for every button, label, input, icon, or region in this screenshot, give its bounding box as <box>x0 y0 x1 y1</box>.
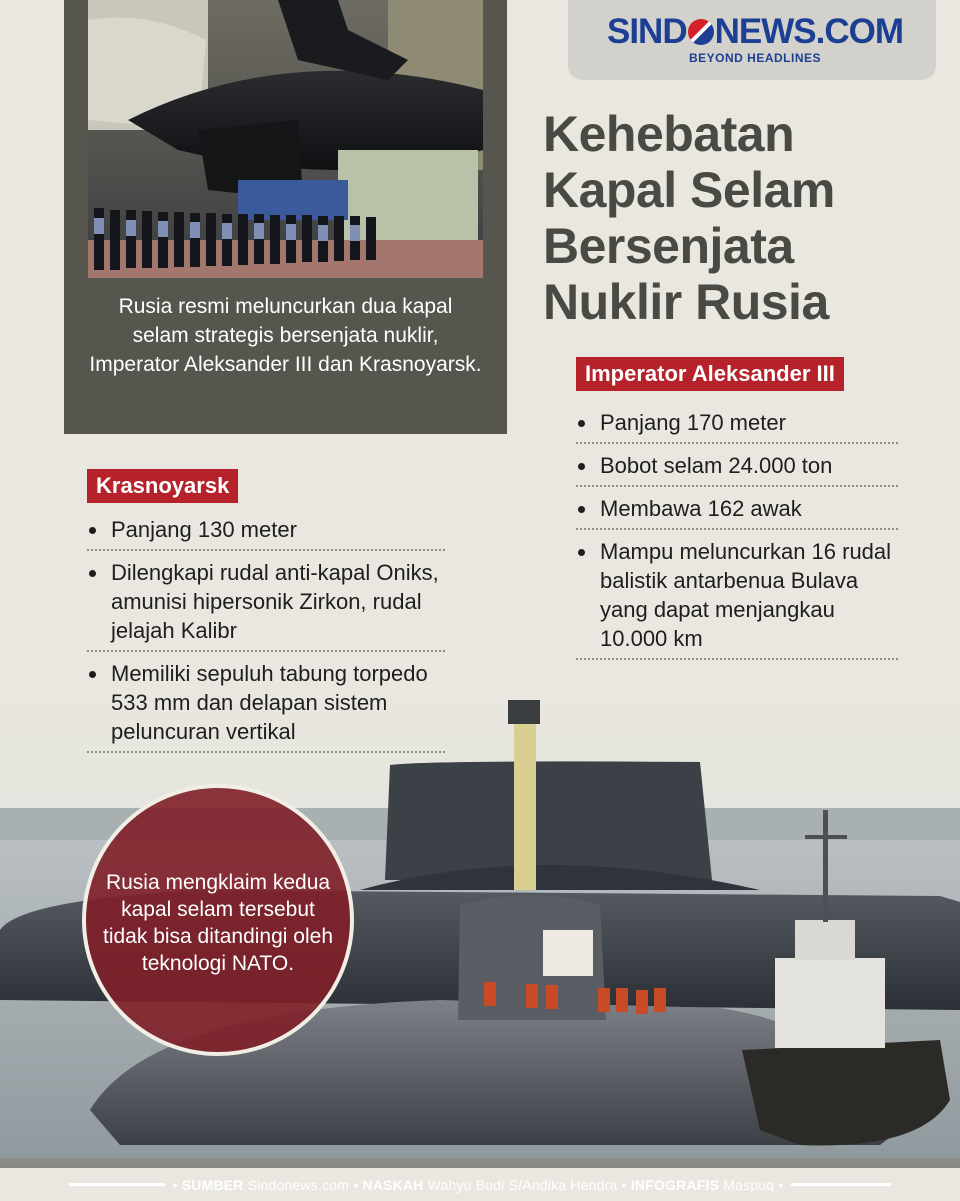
footer-divider <box>69 1183 165 1186</box>
list-item: Bobot selam 24.000 ton <box>576 451 898 487</box>
submarine-launch-photo <box>88 0 483 278</box>
title-line-2: Kapal Selam <box>543 162 835 218</box>
list-item: Membawa 162 awak <box>576 494 898 530</box>
list-item: Mampu meluncurkan 16 rudal balistik antarbenua Bulava yang dapat menjangkau 10.000 km <box>576 537 898 660</box>
intro-caption: Rusia resmi meluncurkan dua kapal selam strategis bersenjata nuklir, Imperator Aleksander III dan Krasnoyarsk. <box>89 295 482 376</box>
logo-left-text: SIND <box>606 12 687 51</box>
imperator-label: Imperator Aleksander III <box>576 357 844 391</box>
list-item: Panjang 130 meter <box>87 515 445 551</box>
title-line-1: Kehebatan <box>543 106 795 162</box>
footer-divider <box>791 1183 891 1186</box>
title-line-3: Bersenjata <box>543 218 794 274</box>
title-line-4: Nuklir Rusia <box>543 274 829 330</box>
bullet-icon <box>578 549 585 556</box>
bullet-icon <box>578 506 585 513</box>
bullet-icon <box>578 420 585 427</box>
bullet-icon <box>89 671 96 678</box>
logo-globe-icon <box>688 19 714 45</box>
krasnoyarsk-label: Krasnoyarsk <box>87 469 238 503</box>
logo-right-text: NEWS.COM <box>714 12 903 51</box>
bullet-icon <box>578 463 585 470</box>
list-item: Memiliki sepuluh tabung torpedo 533 mm dan delapan sistem peluncuran vertikal <box>87 659 445 753</box>
sindonews-logo <box>568 0 936 80</box>
bullet-icon <box>89 570 96 577</box>
krasnoyarsk-spec-list <box>87 515 445 760</box>
intro-card <box>64 0 507 434</box>
claim-callout <box>82 784 354 1056</box>
logo-tagline: BEYOND HEADLINES <box>688 51 821 65</box>
claim-text: Rusia mengklaim kedua kapal selam tersebut tidak bisa ditandingi oleh teknologi NATO. <box>103 871 333 975</box>
credits-footer <box>0 1168 960 1201</box>
list-item: Dilengkapi rudal anti-kapal Oniks, amunisi hipersonik Zirkon, rudal jelajah Kalibr <box>87 558 445 652</box>
page-title <box>543 106 943 330</box>
footer-credits: • SUMBER Sindonews.com • NASKAH Wahyu Budi S/Andika Hendra • INFOGRAFIS Maspuq • <box>172 1176 784 1193</box>
imperator-spec-list <box>576 408 898 667</box>
bullet-icon <box>89 527 96 534</box>
list-item: Panjang 170 meter <box>576 408 898 444</box>
